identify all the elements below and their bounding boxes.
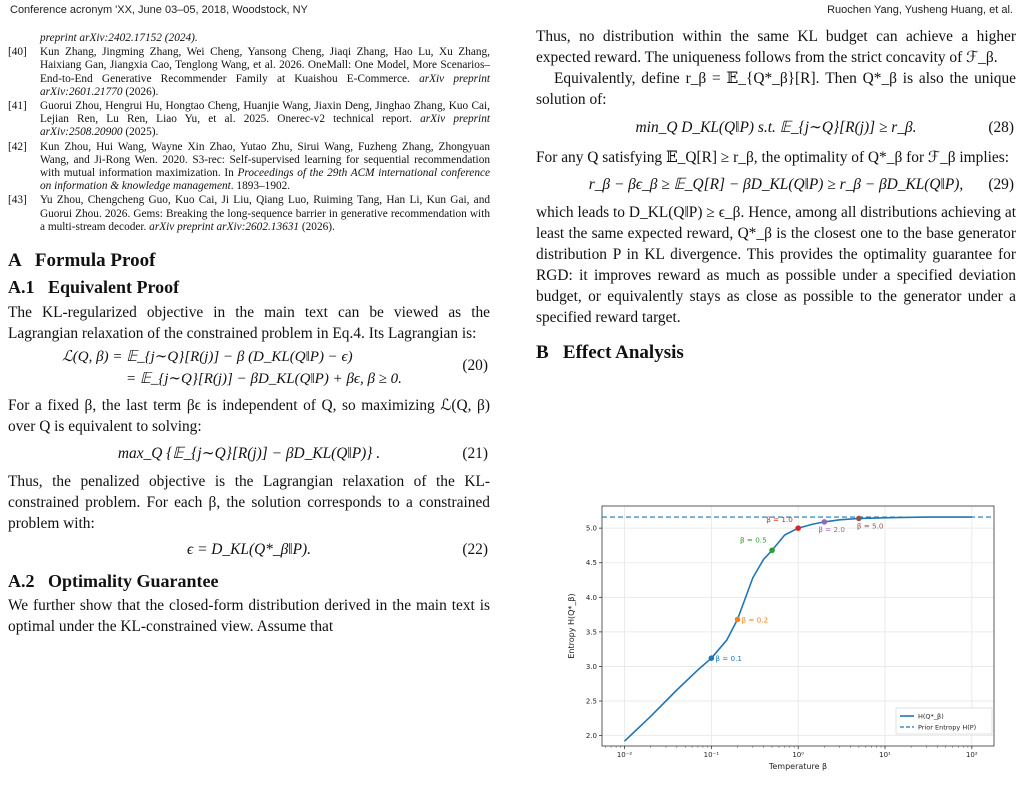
x-tick-label: 10¹ [879,751,891,759]
reference-40: [40] Kun Zhang, Jingming Zhang, Wei Cheng, Yansong Cheng, Jiaqi Zhang, Hao Lu, Xu Zhang, Haixiang Gan, Jiangxia Cao, Tenglong Wang, et al. 2026. OneMall: One Model, More Scenarios–End-to-End Generative Recommender Family at Kuaishou E-Commerce. arXiv preprint arXiv:2601.21770 (2026). [8,46,490,98]
paragraph-no-distribution: Thus, no distribution within the same KL budget can achieve a higher expected reward. The uniqueness follows from the strict concavity of ℱ_β. [536,28,1016,66]
x-axis-label: Temperature β [768,762,828,771]
equation-22 [8,537,490,563]
beta-point-label: β = 1.0 [766,515,793,525]
equation-28 [536,115,1016,141]
reference-42: [42] Kun Zhou, Hui Wang, Wayne Xin Zhao, Yutao Zhu, Sirui Wang, Fuzheng Zhang, Zhongyuan Wang, and Ji-Rong Wen. 2020. S3-rec: Self-supervised learning for sequential recommendation with mutual information maximization. In Proceedings of the 29th ACM international conference on information & knowledge management. 1893–1902. [8,140,490,193]
section-a2-heading: A.2 Optimality Guarantee [8,571,219,592]
section-a1-heading: A.1 Equivalent Proof [8,277,180,298]
beta-point-0-5 [769,547,775,553]
running-header-venue: Conference acronym 'XX, June 03–05, 2018, Woodstock, NY [10,4,308,16]
paragraph-which-leads: which leads to D_KL(Q‖P) ≥ ϵ_β. Hence, among all distributions achieving at least the same expected reward, Q*_β is the closest one to the base generator distribution P in KL divergence. This provides the optimality guarantee for RGD: it improves reward as much as possible under a specified deviation budget, or equivalently stays as close as possible to the generator under a specified reward target. [536,204,1016,326]
entropy-temperature-chart [562,498,1007,776]
equation-21-number: (21) [462,445,488,463]
equation-28-body: min_Q D_KL(Q‖P) s.t. 𝔼_{j∼Q}[R(j)] ≥ r_β. [635,119,917,136]
reference-41: [41] Guorui Zhou, Hengrui Hu, Hongtao Cheng, Huanjie Wang, Jiaxin Deng, Jinghao Zhang, Kuo Cai, Lejian Ren, Lu Ren, Liao Yu, et al. 2025. Onerec-v2 technical report. arXiv preprint arXiv:2508.20900 (2025). [8,100,490,139]
equation-20-line2: = 𝔼_{j∼Q}[R(j)] − βD_KL(Q‖P) + βϵ, β ≥ 0. [126,371,402,388]
beta-point-label: β = 0.1 [715,654,742,664]
paragraph-a1-thus: Thus, the penalized objective is the Lagrangian relaxation of the KL-constrained problem. For each β, the solution corresponds to a constrained problem with: [8,473,490,533]
equation-22-number: (22) [462,541,488,559]
paragraph-equivalently: Equivalently, define r_β = 𝔼_{Q*_β}[R]. Then Q*_β is also the unique solution of: [536,70,1016,108]
beta-point-1 [795,525,801,531]
equation-20-line1: ℒ(Q, β) = 𝔼_{j∼Q}[R(j)] − β (D_KL(Q‖P) − ϵ) [62,349,353,366]
reference-continuation: preprint arXiv:2402.17152 (2024). [40,32,198,44]
left-column [8,26,490,637]
chart-svg [562,498,1007,776]
y-tick-label: 3.5 [585,628,597,637]
x-tick-label: 10⁰ [792,751,805,759]
beta-point-5 [856,516,862,522]
paragraph-a1-fixed-beta: For a fixed β, the last term βϵ is independent of Q, so maximizing ℒ(Q, β) over Q is equivalent to solving: [8,397,490,436]
equation-29-number: (29) [988,176,1014,193]
equation-29 [536,172,1016,198]
y-tick-label: 5.0 [585,524,597,533]
beta-point-label: β = 2.0 [818,524,845,534]
beta-point-label: β = 5.0 [856,521,884,531]
y-tick-label: 2.5 [585,697,597,706]
paragraph-a2: We further show that the closed-form distribution derived in the main text is optimal under the KL-constrained view. Assume that [8,597,490,636]
running-header-authors: Ruochen Yang, Yusheng Huang, et al. [827,4,1013,16]
equation-20-number: (20) [462,357,488,375]
x-tick-label: 10⁻² [616,751,633,759]
equation-21-body: max_Q {𝔼_{j∼Q}[R(j)] − βD_KL(Q‖P)} . [117,445,381,463]
equation-20 [8,347,490,393]
x-tick-label: 10⁻¹ [703,751,720,759]
section-b-heading: B Effect Analysis [536,342,684,363]
equation-21 [8,441,490,467]
legend-label-entropy: H(Q*_β) [918,712,944,721]
y-tick-label: 2.0 [585,732,597,741]
y-tick-label: 4.5 [585,559,597,568]
beta-point-0-1 [709,655,715,661]
y-tick-label: 4.0 [585,593,597,602]
beta-point-label: β = 0.2 [741,615,769,625]
beta-point-0-2 [735,617,741,623]
y-axis-label: Entropy H(Q*_β) [567,593,576,659]
legend-label-prior: Prior Entropy H(P) [918,723,977,732]
y-tick-label: 3.0 [585,662,597,671]
section-a-heading: A Formula Proof [8,250,156,272]
x-tick-label: 10² [965,751,978,759]
paragraph-a1-intro: The KL-regularized objective in the main text can be viewed as the Lagrangian relaxation of the constrained problem in Eq.4. Its Lagrangian is: [8,304,490,343]
paragraph-for-any-q: For any Q satisfying 𝔼_Q[R] ≥ r_β, the optimality of Q*_β for ℱ_β implies: [536,149,1009,166]
beta-point-2 [822,519,828,525]
reference-43: [43] Yu Zhou, Chengcheng Guo, Kuo Cai, Ji Liu, Qiang Luo, Ruiming Tang, Han Li, Kun Gai, and Guorui Zhou. 2026. Gems: Breaking the long-sequence barrier in generative recommendation with a multi-stream decoder. arXiv preprint arXiv:2602.13631 (2026). [8,194,490,233]
beta-point-label: β = 0.5 [740,535,767,545]
equation-29-body: r_β − βϵ_β ≥ 𝔼_Q[R] − βD_KL(Q‖P) ≥ r_β − βD_KL(Q‖P), [588,176,964,193]
equation-28-number: (28) [988,119,1014,136]
equation-22-body: ϵ = D_KL(Q*_β‖P). [187,541,311,559]
right-column [536,26,1016,364]
